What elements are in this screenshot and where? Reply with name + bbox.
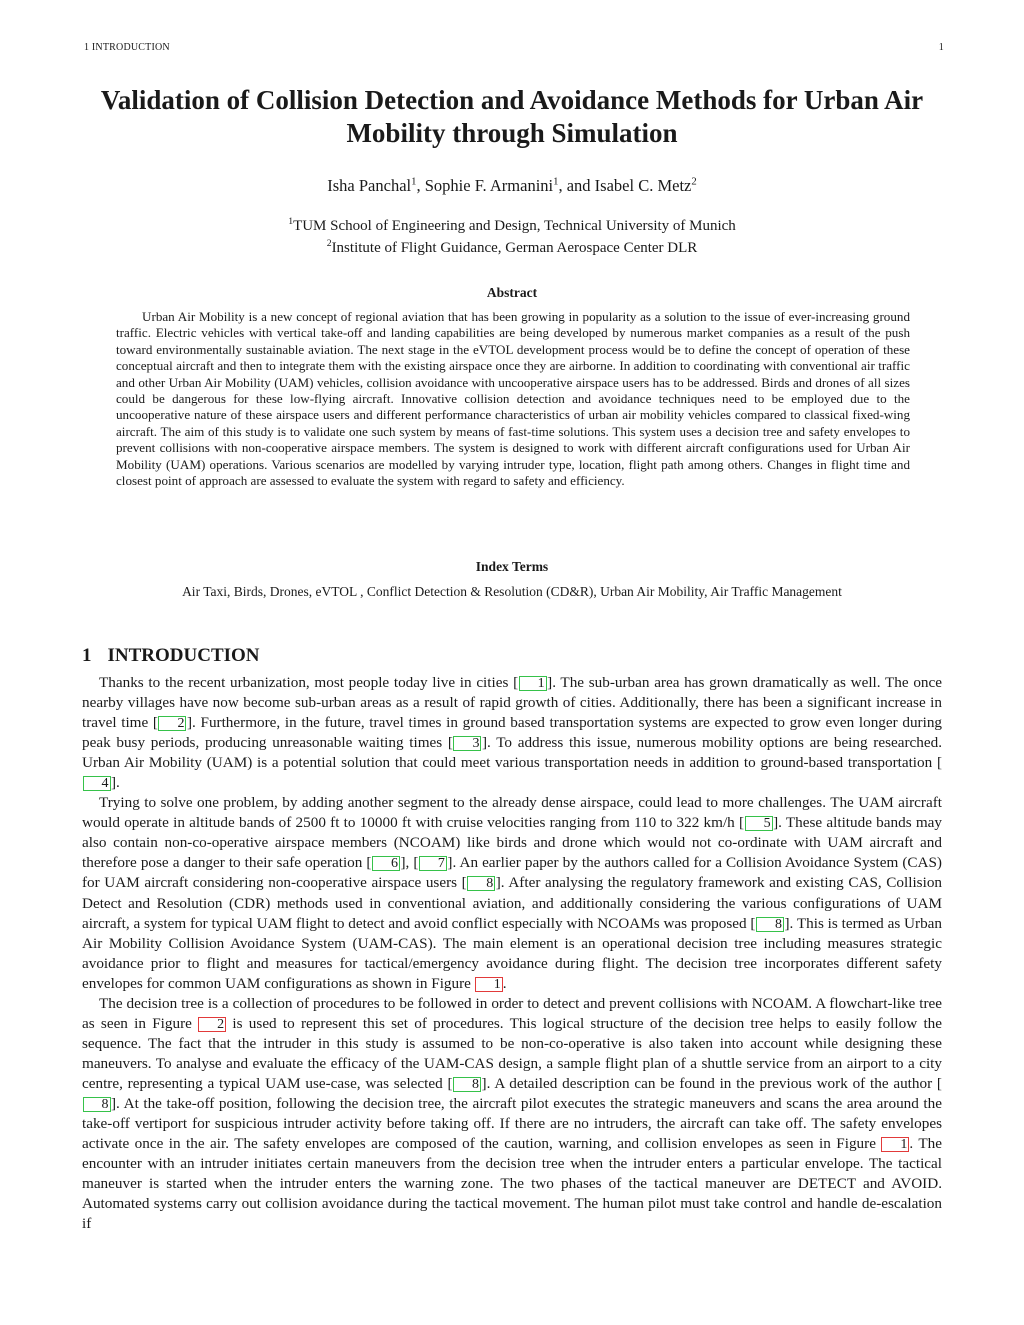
- author-list: Isha Panchal$^1$, Sophie F. Armanini$^1$, and Isabel C. Metz$^2$: [327, 175, 697, 195]
- citation-link[interactable]: 8: [453, 1077, 481, 1092]
- paragraph-text: .: [502, 974, 507, 992]
- author-affiliation-mark: 1: [411, 175, 417, 188]
- paragraph-text: Trying to solve one problem, by adding another segment to the already dense airspace, could lead to more challenges. The UAM aircraft would operate in altitude bands of 2500 ft to 10000 ft with cruise velocities ranging from 110 to 322 km/h [: [82, 794, 942, 832]
- paragraph-text: ]. The sub-urban area has grown dramatically as well. The once nearby villages have now become sub-urban areas as a result of rapid growth of cities. Additionally, there has been a significant increase in travel time [: [82, 674, 942, 732]
- abstract-text: Urban Air Mobility is a new concept of regional aviation that has been growing in popularity as a solution to the issue of ever-increasing ground traffic. Electric vehicles with vertical take-off and landing capabilities are being developed by numerous market companies as a result of the push toward environmentally sustainable aviation. The next stage in the eVTOL development process would be to define the concept of operation of these conceptual aircraft and then to integrate them with the existing airspace once they are airborne. In addition to coordinating with conventional air traffic and other Urban Air Mobility (UAM) vehicles, collision avoidance with uncooperative airspace users has to be addressed. Birds and drones of all sizes could be dangerous for these low-flying aircraft. Innovative collision detection and avoidance techniques need to be employed due to the uncooperative nature of these airspace users and different performance characteristics of urban air mobility vehicles compared to classical fixed-wing aircraft. The aim of this study is to validate one such system by means of fast-time solutions. This system uses a decision tree and safety envelopes to prevent collisions with non-cooperative airspace members. The system is designed to work with different aircraft configurations used for Urban Air Mobility (UAM) operations. Various scenarios are modelled by varying intruder type, location, flight path among others. Changes in flight time and closest point of approach are assessed to evaluate the system with regard to safety and efficiency.: [116, 309, 910, 489]
- citation-link[interactable]: 6: [372, 856, 400, 871]
- section-heading: [82, 645, 260, 667]
- running-header: [84, 42, 944, 53]
- citation-link[interactable]: 7: [419, 856, 447, 871]
- paragraph-text: ]. To address this issue, numerous mobility options are being researched. Urban Air Mobility (UAM) is a potential solution that could meet various transportation needs in addition to ground-based transportation [: [82, 734, 942, 772]
- author-name: Sophie F. Armanini: [424, 176, 554, 195]
- paragraph: [82, 673, 942, 793]
- paragraph: [82, 994, 942, 1235]
- page-number: 1: [938, 42, 944, 53]
- paragraph-text: ]. After analysing the regulatory framework and existing CAS, Collision Detect and Resolution (CDR) methods used in conventional aviation, and additionally considering the various configurations of UAM aircraft, a system for typical UAM flight to detect and avoid conflict especially with NCOAMs was proposed [: [82, 874, 943, 932]
- affiliation-2: [0, 240, 1024, 257]
- figure-reference-link[interactable]: 2: [198, 1017, 226, 1032]
- citation-link[interactable]: 4: [83, 776, 111, 791]
- abstract-heading: Abstract: [486, 285, 538, 300]
- paragraph: [82, 793, 942, 993]
- citation-link[interactable]: 8: [756, 917, 784, 932]
- section-body: [82, 673, 942, 1234]
- author-affiliation-mark: 2: [691, 175, 697, 188]
- index-terms-text: Air Taxi, Birds, Drones, eVTOL , Conflict Detection & Resolution (CD&R), Urban Air Mobility, Air Traffic Management: [182, 584, 842, 599]
- paragraph-text: The decision tree is a collection of procedures to be followed in order to detect and prevent collisions with NCOAM. A flowchart-like tree as seen in Figure: [82, 994, 942, 1032]
- paper-title: Validation of Collision Detection and Avoidance Methods for Urban Air Mobility through Simulation: [100, 85, 924, 148]
- author-affiliation-mark: 1: [553, 175, 559, 188]
- affiliation-text: TUM School of Engineering and Design, Technical University of Munich: [293, 218, 736, 234]
- paragraph-text: Thanks to the recent urbanization, most people today live in cities [: [99, 674, 519, 691]
- paragraph-text: ]. At the take-off position, following the decision tree, the aircraft pilot executes the strategic maneuvers and scans the area around the take-off vertiport for suspicious intruder activity before taking off. If there are no intruders, the aircraft can take off. The safety envelopes activate once in the air. The safety envelopes are composed of the caution, warning, and collision envelopes as seen in Figure: [82, 1094, 942, 1153]
- author-name: Isha Panchal: [327, 176, 412, 195]
- paragraph-text: ]. A detailed description can be found in the previous work of the author [: [481, 1074, 942, 1092]
- citation-link[interactable]: 5: [745, 816, 773, 831]
- citation-link[interactable]: 1: [519, 676, 547, 691]
- paragraph-text: ]. These altitude bands may also contain non-co-operative airspace members (NCOAM) like birds and drone which would not co-ordinate with UAM aircraft and therefore pose a danger to their safe operation [: [82, 814, 942, 872]
- paragraph-text: ]. This is termed as Urban Air Mobility Collision Avoidance System (UAM-CAS). The main element is an operational decision tree including measures strategic avoidance prior to flight and measures for tactical/emergency avoidance during flight. The decision tree incorporates different safety envelopes for common UAM configurations as shown in Figure: [82, 914, 943, 992]
- citation-link[interactable]: 2: [158, 716, 186, 731]
- paragraph-text: ].: [111, 774, 120, 792]
- citation-link[interactable]: 8: [83, 1097, 111, 1112]
- figure-reference-link[interactable]: 1: [475, 977, 503, 992]
- paragraph-text: ]. Furthermore, in the future, travel times in ground based transportation systems are expected to grow even longer during peak busy periods, producing unreasonable waiting times [: [82, 714, 943, 752]
- affiliation-1: [0, 218, 1024, 235]
- section-number: 1: [82, 645, 92, 666]
- index-terms-heading: Index Terms: [475, 559, 549, 574]
- paragraph-text: . The encounter with an intruder initiates certain maneuvers from the decision tree when the intruder enters a particular envelope. The tactical maneuver is started when the intruder enters the warning zone. The two phases of the tactical maneuver are DETECT and AVOID. Automated systems carry out collision avoidance during the tactical movement. The human pilot must take control and handle de-escalation if: [82, 1135, 942, 1233]
- affiliation-mark: 1: [288, 216, 294, 227]
- figure-reference-link[interactable]: 1: [881, 1137, 909, 1152]
- paragraph-text: is used to represent this set of procedures. This logical structure of the decision tree helps to easily follow the sequence. The fact that the intruder in this study is assumed to be non-co-operative is also taken into account while designing these maneuvers. To analyse and evaluate the efficacy of the UAM-CAS design, a sample flight plan of a shuttle service from an airport to a city centre, representing a typical UAM use-case, was selected [: [82, 1014, 942, 1092]
- citation-link[interactable]: 8: [467, 876, 495, 891]
- paragraph-text: ]. An earlier paper by the authors called for a Collision Avoidance System (CAS) for UAM aircraft considering non-cooperative airspace users [: [82, 854, 942, 892]
- paragraph-text: ], [: [400, 854, 419, 872]
- affiliation-mark: 2: [326, 238, 332, 249]
- author-name: and Isabel C. Metz: [566, 176, 692, 195]
- affiliation-text: Institute of Flight Guidance, German Aerospace Center DLR: [331, 240, 698, 256]
- running-title: 1 INTRODUCTION: [84, 42, 170, 53]
- section-title: INTRODUCTION: [107, 645, 260, 666]
- citation-link[interactable]: 3: [453, 736, 481, 751]
